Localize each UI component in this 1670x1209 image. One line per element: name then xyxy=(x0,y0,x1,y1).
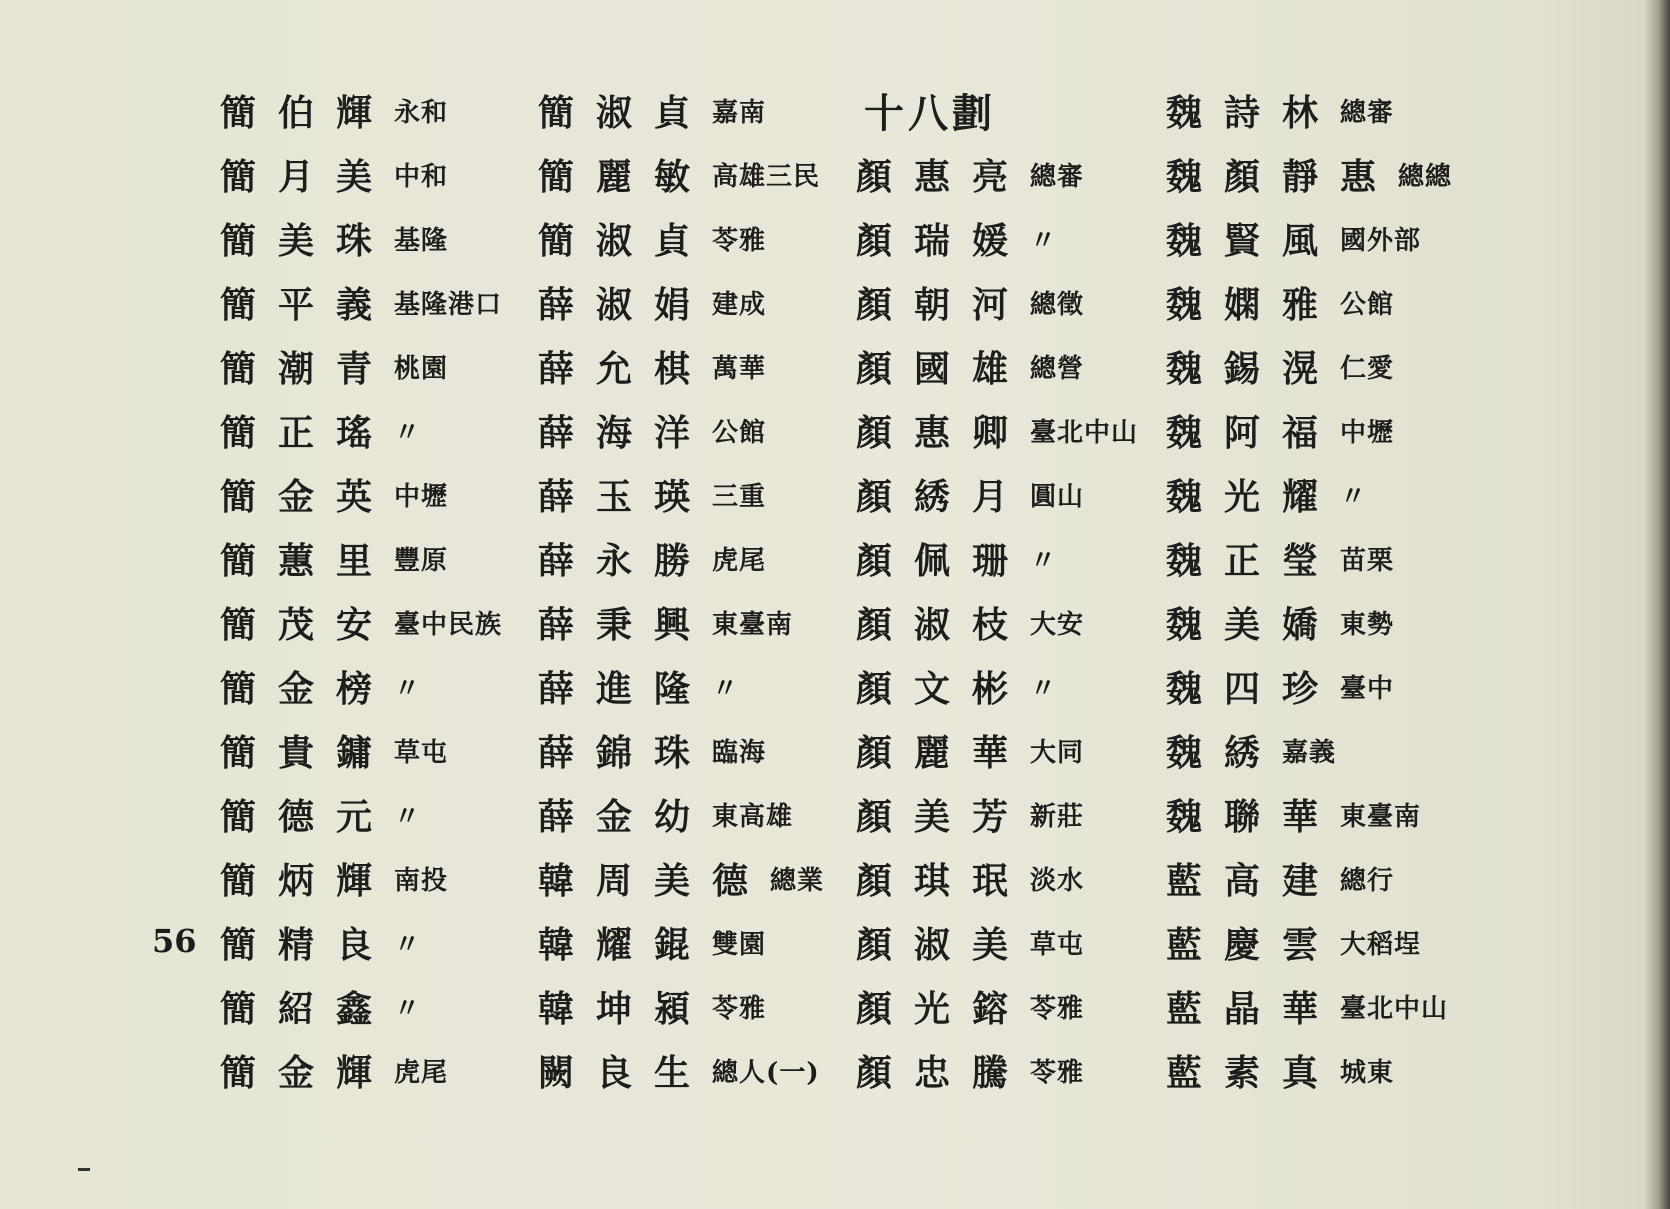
page-number: 56 xyxy=(152,922,197,960)
person-name: 簡炳輝 xyxy=(220,859,395,902)
name-entry xyxy=(538,1038,824,1102)
branch-location: 仁愛 xyxy=(1340,353,1395,384)
name-entry xyxy=(1166,974,1452,1038)
person-name: 簡貴鏞 xyxy=(220,731,395,774)
person-name: 簡蕙里 xyxy=(220,539,395,582)
branch-location: 東臺南 xyxy=(712,609,794,640)
name-entry xyxy=(856,654,1138,718)
person-name: 魏四珍 xyxy=(1166,667,1341,710)
person-name: 魏綉 xyxy=(1166,731,1283,774)
name-entry xyxy=(220,1038,502,1102)
name-entry xyxy=(1166,846,1452,910)
branch-location: 總營 xyxy=(1030,353,1085,384)
branch-location: 總業 xyxy=(770,865,825,896)
person-name: 簡美珠 xyxy=(220,219,395,262)
branch-location: 苓雅 xyxy=(712,225,767,256)
branch-location: 臺北中山 xyxy=(1030,417,1139,448)
branch-location: 圓山 xyxy=(1030,481,1085,512)
name-column-2 xyxy=(538,78,824,1102)
person-name: 簡平義 xyxy=(220,283,395,326)
branch-location: 新莊 xyxy=(1030,801,1085,832)
person-name: 顏淑美 xyxy=(856,923,1031,966)
name-entry xyxy=(538,398,824,462)
name-column-3 xyxy=(856,78,1138,1102)
branch-location: 總人(一) xyxy=(712,1057,820,1088)
branch-location: 虎尾 xyxy=(394,1057,449,1088)
branch-location: 〃 xyxy=(1030,673,1058,704)
name-entry xyxy=(538,334,824,398)
branch-location: 中和 xyxy=(394,161,449,192)
name-entry xyxy=(220,270,502,334)
person-name: 簡月美 xyxy=(220,155,395,198)
branch-location: 東臺南 xyxy=(1340,801,1422,832)
name-entry xyxy=(220,142,502,206)
name-entry xyxy=(220,334,502,398)
branch-location: 〃 xyxy=(394,929,422,960)
branch-location: 苓雅 xyxy=(1030,993,1085,1024)
name-entry xyxy=(220,462,502,526)
person-name: 簡淑貞 xyxy=(538,91,713,134)
branch-location: 總審 xyxy=(1340,97,1395,128)
branch-location: 永和 xyxy=(394,97,449,128)
name-entry xyxy=(220,526,502,590)
person-name: 魏錫滉 xyxy=(1166,347,1341,390)
name-entry xyxy=(856,718,1138,782)
book-binding-shadow xyxy=(1644,0,1670,1209)
branch-location: 〃 xyxy=(394,673,422,704)
person-name: 藍晶華 xyxy=(1166,987,1341,1030)
person-name: 簡紹鑫 xyxy=(220,987,395,1030)
name-entry xyxy=(1166,462,1452,526)
name-entry xyxy=(856,206,1138,270)
section-heading: 十八劃 xyxy=(864,89,996,137)
name-entry xyxy=(1166,270,1452,334)
person-name: 顏國雄 xyxy=(856,347,1031,390)
branch-location: 總徵 xyxy=(1030,289,1085,320)
branch-location: 臺北中山 xyxy=(1340,993,1449,1024)
name-entry xyxy=(1166,334,1452,398)
name-column-4 xyxy=(1166,78,1452,1102)
branch-location: 苓雅 xyxy=(712,993,767,1024)
name-entry xyxy=(220,846,502,910)
name-entry xyxy=(220,718,502,782)
name-entry xyxy=(220,78,502,142)
person-name: 魏光耀 xyxy=(1166,475,1341,518)
person-name: 薛海洋 xyxy=(538,411,713,454)
person-name: 薛金幼 xyxy=(538,795,713,838)
person-name: 簡潮青 xyxy=(220,347,395,390)
branch-location: 大安 xyxy=(1030,609,1085,640)
name-entry xyxy=(856,782,1138,846)
person-name: 薛秉興 xyxy=(538,603,713,646)
person-name: 簡金英 xyxy=(220,475,395,518)
name-entry xyxy=(538,654,824,718)
branch-location: 淡水 xyxy=(1030,865,1085,896)
person-name: 顏忠騰 xyxy=(856,1051,1031,1094)
person-name: 藍素真 xyxy=(1166,1051,1341,1094)
person-name: 簡德元 xyxy=(220,795,395,838)
person-name: 簡金輝 xyxy=(220,1051,395,1094)
name-entry xyxy=(856,910,1138,974)
name-entry xyxy=(1166,526,1452,590)
name-entry xyxy=(538,270,824,334)
name-entry xyxy=(538,846,824,910)
name-entry xyxy=(220,782,502,846)
branch-location: 苗栗 xyxy=(1340,545,1395,576)
branch-location: 雙園 xyxy=(712,929,767,960)
branch-location: 〃 xyxy=(1030,545,1058,576)
person-name: 顏惠亮 xyxy=(856,155,1031,198)
person-name: 薛錦珠 xyxy=(538,731,713,774)
branch-location: 城東 xyxy=(1340,1057,1395,1088)
name-entry xyxy=(1166,590,1452,654)
branch-location: 嘉義 xyxy=(1282,737,1337,768)
person-name: 顏光鎔 xyxy=(856,987,1031,1030)
person-name: 闕良生 xyxy=(538,1051,713,1094)
branch-location: 基隆港口 xyxy=(394,289,503,320)
name-entry xyxy=(220,974,502,1038)
person-name: 顏綉月 xyxy=(856,475,1031,518)
branch-location: 東勢 xyxy=(1340,609,1395,640)
name-entry xyxy=(856,590,1138,654)
person-name: 薛允棋 xyxy=(538,347,713,390)
branch-location: 公館 xyxy=(712,417,767,448)
name-entry xyxy=(220,206,502,270)
person-name: 簡茂安 xyxy=(220,603,395,646)
name-entry xyxy=(1166,142,1452,206)
person-name: 薛永勝 xyxy=(538,539,713,582)
margin-mark xyxy=(78,1168,90,1171)
name-entry xyxy=(538,718,824,782)
person-name: 顏琪珉 xyxy=(856,859,1031,902)
person-name: 藍高建 xyxy=(1166,859,1341,902)
person-name: 簡正瑤 xyxy=(220,411,395,454)
person-name: 顏美芳 xyxy=(856,795,1031,838)
person-name: 藍慶雲 xyxy=(1166,923,1341,966)
branch-location: 〃 xyxy=(1030,225,1058,256)
name-entry xyxy=(1166,398,1452,462)
name-entry xyxy=(538,142,824,206)
name-entry xyxy=(1166,910,1452,974)
person-name: 魏顏靜惠 xyxy=(1166,155,1399,198)
person-name: 薛玉瑛 xyxy=(538,475,713,518)
name-entry xyxy=(220,590,502,654)
branch-location: 虎尾 xyxy=(712,545,767,576)
branch-location: 草屯 xyxy=(394,737,449,768)
branch-location: 總總 xyxy=(1398,161,1453,192)
name-entry xyxy=(538,782,824,846)
branch-location: 總審 xyxy=(1030,161,1085,192)
name-entry xyxy=(220,398,502,462)
name-entry xyxy=(538,590,824,654)
person-name: 簡麗敏 xyxy=(538,155,713,198)
branch-location: 〃 xyxy=(1340,481,1368,512)
name-entry xyxy=(856,1038,1138,1102)
branch-location: 三重 xyxy=(712,481,767,512)
person-name: 顏文彬 xyxy=(856,667,1031,710)
person-name: 韓坤潁 xyxy=(538,987,713,1030)
name-entry xyxy=(538,910,824,974)
name-entry xyxy=(538,526,824,590)
name-entry xyxy=(1166,206,1452,270)
name-column-1 xyxy=(220,78,502,1102)
name-entry xyxy=(856,974,1138,1038)
person-name: 顏淑枝 xyxy=(856,603,1031,646)
name-entry xyxy=(1166,78,1452,142)
branch-location: 〃 xyxy=(394,417,422,448)
person-name: 魏美嬌 xyxy=(1166,603,1341,646)
name-entry xyxy=(1166,1038,1452,1102)
branch-location: 基隆 xyxy=(394,225,449,256)
branch-location: 〃 xyxy=(394,993,422,1024)
person-name: 韓周美德 xyxy=(538,859,771,902)
name-entry xyxy=(856,334,1138,398)
name-entry xyxy=(1166,782,1452,846)
branch-location: 大稻埕 xyxy=(1340,929,1422,960)
name-entry xyxy=(856,846,1138,910)
branch-location: 臨海 xyxy=(712,737,767,768)
person-name: 魏正瑩 xyxy=(1166,539,1341,582)
name-entry xyxy=(856,142,1138,206)
person-name: 顏惠卿 xyxy=(856,411,1031,454)
person-name: 簡淑貞 xyxy=(538,219,713,262)
branch-location: 國外部 xyxy=(1340,225,1422,256)
name-entry xyxy=(856,462,1138,526)
person-name: 顏朝河 xyxy=(856,283,1031,326)
branch-location: 豐原 xyxy=(394,545,449,576)
branch-location: 建成 xyxy=(712,289,767,320)
name-entry xyxy=(538,974,824,1038)
branch-location: 中壢 xyxy=(1340,417,1395,448)
branch-location: 東高雄 xyxy=(712,801,794,832)
branch-location: 總行 xyxy=(1340,865,1395,896)
person-name: 簡精良 xyxy=(220,923,395,966)
person-name: 魏聯華 xyxy=(1166,795,1341,838)
person-name: 魏詩林 xyxy=(1166,91,1341,134)
person-name: 魏阿福 xyxy=(1166,411,1341,454)
branch-location: 苓雅 xyxy=(1030,1057,1085,1088)
branch-location: 南投 xyxy=(394,865,449,896)
branch-location: 大同 xyxy=(1030,737,1085,768)
person-name: 顏麗華 xyxy=(856,731,1031,774)
person-name: 顏瑞媛 xyxy=(856,219,1031,262)
name-entry xyxy=(1166,654,1452,718)
person-name: 顏佩珊 xyxy=(856,539,1031,582)
person-name: 簡金榜 xyxy=(220,667,395,710)
branch-location: 臺中民族 xyxy=(394,609,503,640)
name-entry xyxy=(856,270,1138,334)
person-name: 薛進隆 xyxy=(538,667,713,710)
person-name: 魏賢風 xyxy=(1166,219,1341,262)
branch-location: 〃 xyxy=(712,673,740,704)
person-name: 魏嫻雅 xyxy=(1166,283,1341,326)
branch-location: 中壢 xyxy=(394,481,449,512)
name-entry xyxy=(856,398,1138,462)
name-entry xyxy=(538,206,824,270)
name-entry xyxy=(538,462,824,526)
name-entry xyxy=(538,78,824,142)
name-entry xyxy=(856,526,1138,590)
person-name: 簡伯輝 xyxy=(220,91,395,134)
branch-location: 公館 xyxy=(1340,289,1395,320)
branch-location: 草屯 xyxy=(1030,929,1085,960)
branch-location: 高雄三民 xyxy=(712,161,821,192)
name-entry xyxy=(220,654,502,718)
name-entry xyxy=(1166,718,1452,782)
name-entry xyxy=(220,910,502,974)
branch-location: 桃園 xyxy=(394,353,449,384)
branch-location: 臺中 xyxy=(1340,673,1395,704)
person-name: 韓耀錕 xyxy=(538,923,713,966)
branch-location: 嘉南 xyxy=(712,97,767,128)
branch-location: 〃 xyxy=(394,801,422,832)
person-name: 薛淑娟 xyxy=(538,283,713,326)
branch-location: 萬華 xyxy=(712,353,767,384)
